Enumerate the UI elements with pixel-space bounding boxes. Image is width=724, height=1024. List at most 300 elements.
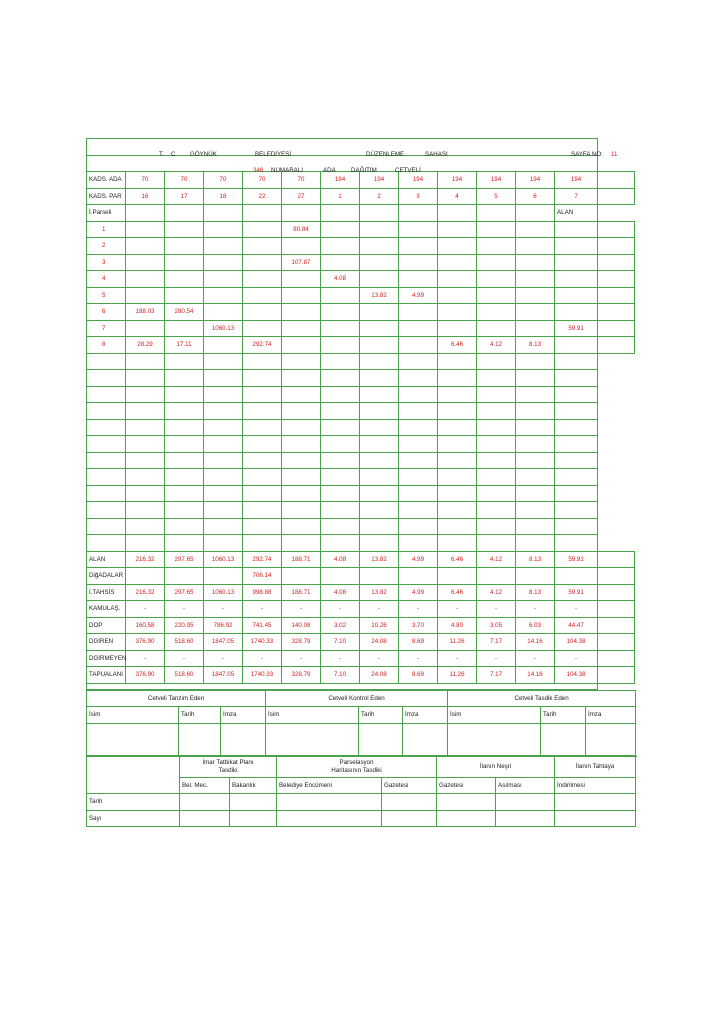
empty-cell: [516, 353, 555, 370]
empty-cell: [126, 419, 165, 436]
summary-value: 741.45: [243, 617, 282, 634]
summary-value: [204, 568, 243, 585]
parcel-area-value: [360, 320, 399, 337]
empty-cell: [204, 535, 243, 552]
empty-cell: [321, 502, 360, 519]
parcel-row: [87, 337, 635, 354]
approval-sub-removal: İndirilmesi: [555, 777, 636, 794]
summary-value: 4.12: [477, 551, 516, 568]
header-row-1: [87, 139, 635, 156]
approval-plan-title: İmar Tatbikat Planı: [202, 758, 254, 766]
signature-name-label: İsim: [266, 707, 359, 724]
empty-cell: [87, 370, 126, 387]
signature-cell: [221, 723, 266, 755]
header-block: ADA: [323, 167, 336, 175]
kads-par-value: 4: [438, 188, 477, 205]
summary-value: 376.90: [126, 667, 165, 684]
summary-value: [555, 568, 598, 585]
parcel-area-value: 59.91: [555, 320, 598, 337]
empty-cell: [598, 320, 635, 337]
parcel-number: 8: [87, 337, 126, 354]
empty-cell: [598, 238, 635, 255]
summary-value: -: [360, 601, 399, 618]
kads-par-value: 22: [243, 188, 282, 205]
approval-cell: [277, 810, 382, 827]
blank-row: [87, 485, 635, 502]
summary-value: 188.71: [282, 584, 321, 601]
parcel-area-value: 188.03: [126, 304, 165, 321]
signature-cell: [359, 723, 403, 755]
empty-cell: [555, 469, 598, 486]
summary-value: -: [399, 601, 438, 618]
empty-cell: [321, 452, 360, 469]
parcel-number: 2: [87, 238, 126, 255]
empty-cell: [321, 370, 360, 387]
header-tc-t: T.: [159, 150, 164, 158]
empty-cell: [477, 403, 516, 420]
empty-cell: [126, 386, 165, 403]
parcel-area-value: [126, 287, 165, 304]
empty-cell: [282, 485, 321, 502]
empty-cell: [555, 502, 598, 519]
empty-cell: [438, 353, 477, 370]
empty-cell: [321, 535, 360, 552]
summary-value: 6.03: [516, 617, 555, 634]
blank-row: [87, 353, 635, 370]
approval-sub-posting: Asılması: [496, 777, 555, 794]
parcel-area-value: [321, 238, 360, 255]
summary-value: 104.38: [555, 634, 598, 651]
summary-value: 706.14: [243, 568, 282, 585]
summary-value: [126, 568, 165, 585]
parcel-area-value: 4.08: [321, 271, 360, 288]
approval-parcellation-subtitle: Haritasının Tasdiki: [331, 766, 382, 774]
parcel-area-value: [243, 254, 282, 271]
summary-value: -: [555, 601, 598, 618]
empty-cell: [598, 650, 635, 667]
parcel-area-value: [555, 221, 598, 238]
blank-row: [87, 370, 635, 387]
signature-cell: [541, 723, 586, 755]
kads-par-value: 3: [399, 188, 438, 205]
empty-cell: [126, 436, 165, 453]
summary-value: 328.79: [282, 667, 321, 684]
empty-cell: [204, 436, 243, 453]
summary-value: -: [477, 650, 516, 667]
signature-sign-label: İmza: [221, 707, 266, 724]
header-town: GÖYNÜK: [190, 150, 217, 158]
blank-row: [87, 469, 635, 486]
empty-cell: [598, 172, 635, 189]
summary-value: 998.88: [243, 584, 282, 601]
parcel-number: 5: [87, 287, 126, 304]
empty-cell: [126, 535, 165, 552]
summary-value: 220.95: [165, 617, 204, 634]
approval-blank-cell: [87, 756, 180, 794]
empty-cell: [438, 535, 477, 552]
empty-cell: [321, 353, 360, 370]
parcel-area-value: [516, 304, 555, 321]
empty-cell: [243, 485, 282, 502]
empty-cell: [555, 353, 598, 370]
empty-cell: [282, 205, 321, 222]
summary-value: 4.80: [438, 617, 477, 634]
empty-cell: [360, 419, 399, 436]
summary-value: 3.05: [477, 617, 516, 634]
summary-value: 297.65: [165, 551, 204, 568]
empty-cell: [204, 502, 243, 519]
empty-cell: [126, 485, 165, 502]
kads-ada-value: 194: [516, 172, 555, 189]
empty-cell: [321, 205, 360, 222]
approval-parcellation-title: Parselasyon: [339, 758, 374, 766]
empty-cell: [165, 469, 204, 486]
parcel-area-value: [399, 304, 438, 321]
empty-cell: [399, 386, 438, 403]
summary-row: [87, 551, 635, 568]
parcel-area-value: [204, 254, 243, 271]
parcel-row: [87, 320, 635, 337]
parcel-area-value: [477, 287, 516, 304]
kads-par-value: 18: [204, 188, 243, 205]
empty-cell: [516, 386, 555, 403]
parcel-area-value: 1060.13: [204, 320, 243, 337]
empty-cell: [243, 436, 282, 453]
parcel-area-value: [321, 287, 360, 304]
approval-sub-council: Bel. Mec.: [180, 777, 230, 794]
header-area: SAHASI: [425, 150, 448, 158]
empty-cell: [399, 485, 438, 502]
empty-cell: [243, 403, 282, 420]
parcel-area-value: 280.54: [165, 304, 204, 321]
signature-group-approved: Cetveli Tasdik Eden: [448, 690, 636, 707]
summary-value: 297.65: [165, 584, 204, 601]
parcel-area-value: 292.74: [243, 337, 282, 354]
summary-value: 44.47: [555, 617, 598, 634]
summary-value: 11.26: [438, 667, 477, 684]
summary-value: -: [555, 650, 598, 667]
parcel-area-value: [516, 271, 555, 288]
empty-cell: [477, 502, 516, 519]
empty-cell: [282, 386, 321, 403]
empty-cell: [598, 551, 635, 568]
empty-cell: [165, 485, 204, 502]
empty-cell: [598, 304, 635, 321]
empty-cell: [243, 535, 282, 552]
parcel-area-value: [399, 254, 438, 271]
parcel-area-value: [321, 337, 360, 354]
header-regulation: DÜZENLEME: [366, 150, 405, 158]
parcel-area-value: [243, 304, 282, 321]
empty-cell: [243, 370, 282, 387]
kads-ada-value: 194: [477, 172, 516, 189]
empty-cell: [438, 518, 477, 535]
summary-label: KAMULAŞ.: [87, 601, 126, 618]
summary-value: 10.26: [360, 617, 399, 634]
summary-value: -: [516, 601, 555, 618]
summary-value: -: [321, 650, 360, 667]
summary-value: [321, 568, 360, 585]
empty-cell: [243, 452, 282, 469]
empty-cell: [555, 419, 598, 436]
empty-cell: [399, 535, 438, 552]
parcel-number: 1: [87, 221, 126, 238]
summary-value: 1060.13: [204, 551, 243, 568]
parcel-area-value: [399, 320, 438, 337]
summary-row: [87, 584, 635, 601]
summary-value: 11.26: [438, 634, 477, 651]
summary-value: 518.60: [165, 634, 204, 651]
empty-cell: [126, 205, 165, 222]
empty-cell: [165, 386, 204, 403]
summary-value: 1847.05: [204, 634, 243, 651]
signature-cell: [403, 723, 448, 755]
signature-cell: [586, 723, 636, 755]
parcel-area-value: [204, 337, 243, 354]
header-municipality: BELEDİYESİ: [255, 150, 292, 158]
empty-cell: [204, 485, 243, 502]
empty-cell: [87, 485, 126, 502]
empty-cell: [399, 205, 438, 222]
parcel-area-value: [360, 238, 399, 255]
approval-sub-committee: Belediye Encümeni: [277, 777, 382, 794]
parcel-area-value: [282, 287, 321, 304]
summary-value: -: [243, 601, 282, 618]
empty-cell: [360, 485, 399, 502]
parcel-area-value: [438, 287, 477, 304]
approval-sub-gazette-1: Gazetesi: [382, 777, 437, 794]
header-row-2: [87, 155, 635, 172]
page-number-label: SAYFA NO:: [571, 150, 603, 158]
empty-cell: [360, 452, 399, 469]
kads-ada-value: 70: [243, 172, 282, 189]
summary-value: -: [282, 650, 321, 667]
empty-cell: [438, 502, 477, 519]
parcel-area-value: [399, 221, 438, 238]
empty-cell: [204, 386, 243, 403]
empty-cell: [477, 535, 516, 552]
summary-value: 24.08: [360, 667, 399, 684]
summary-value: -: [165, 650, 204, 667]
empty-cell: [438, 485, 477, 502]
parcel-area-value: [321, 254, 360, 271]
parcel-area-value: [321, 304, 360, 321]
empty-cell: [360, 370, 399, 387]
empty-cell: [399, 419, 438, 436]
signature-table: [86, 690, 636, 756]
summary-value: -: [243, 650, 282, 667]
empty-cell: [126, 502, 165, 519]
approval-plan-header: [180, 756, 277, 777]
empty-cell: [243, 469, 282, 486]
parcel-area-value: [438, 320, 477, 337]
summary-row: [87, 667, 635, 684]
approval-cell: [230, 794, 277, 811]
empty-cell: [282, 518, 321, 535]
empty-cell: [204, 353, 243, 370]
parcel-area-value: [477, 271, 516, 288]
empty-cell: [438, 419, 477, 436]
blank-row: [87, 436, 635, 453]
parcel-area-value: [555, 254, 598, 271]
empty-cell: [598, 584, 635, 601]
kads-par-value: 27: [282, 188, 321, 205]
empty-cell: [243, 502, 282, 519]
kads-par-value: 6: [516, 188, 555, 205]
empty-cell: [477, 386, 516, 403]
summary-label: DOP: [87, 617, 126, 634]
parcel-area-value: [516, 238, 555, 255]
summary-value: 13.82: [360, 584, 399, 601]
distribution-sheet: [86, 138, 635, 827]
kads-ada-value: 70: [204, 172, 243, 189]
parcel-area-value: [204, 271, 243, 288]
approval-cell: [496, 810, 555, 827]
empty-cell: [87, 518, 126, 535]
empty-cell: [399, 353, 438, 370]
approval-cell: [277, 794, 382, 811]
summary-value: 1740.33: [243, 667, 282, 684]
approval-cell: [382, 810, 437, 827]
summary-label: İ.TAHSİS: [87, 584, 126, 601]
summary-value: -: [204, 650, 243, 667]
parcel-area-value: 28.29: [126, 337, 165, 354]
kads-ada-value: 70: [165, 172, 204, 189]
empty-cell: [243, 419, 282, 436]
blank-row: [87, 502, 635, 519]
empty-cell: [282, 502, 321, 519]
empty-cell: [399, 403, 438, 420]
empty-cell: [321, 485, 360, 502]
kads-par-value: 5: [477, 188, 516, 205]
summary-value: 518.60: [165, 667, 204, 684]
summary-value: [477, 568, 516, 585]
signature-date-label: Tarih: [359, 707, 403, 724]
parcel-area-value: [243, 287, 282, 304]
parcel-area-value: [516, 287, 555, 304]
parcel-area-value: [360, 304, 399, 321]
empty-cell: [87, 386, 126, 403]
parcel-area-value: [399, 337, 438, 354]
parcel-area-value: [438, 271, 477, 288]
empty-cell: [360, 436, 399, 453]
empty-cell: [516, 403, 555, 420]
approval-sub-ministry: Bakanlık: [230, 777, 277, 794]
approval-table: [86, 756, 636, 828]
parcel-area-value: [555, 287, 598, 304]
summary-value: -: [438, 650, 477, 667]
parsel-header-row: [87, 205, 635, 222]
summary-value: -: [204, 601, 243, 618]
parcel-area-value: [126, 271, 165, 288]
parcel-area-value: [360, 254, 399, 271]
parcel-area-value: [243, 238, 282, 255]
summary-value: -: [477, 601, 516, 618]
summary-value: 14.16: [516, 634, 555, 651]
parcel-area-value: 80.84: [282, 221, 321, 238]
parcel-area-value: [204, 238, 243, 255]
empty-cell: [126, 403, 165, 420]
approval-cell: [180, 794, 230, 811]
empty-cell: [399, 469, 438, 486]
summary-value: 188.71: [282, 551, 321, 568]
parcel-number: 4: [87, 271, 126, 288]
parcel-area-value: 4.99: [399, 287, 438, 304]
kads-ada-value: 194: [399, 172, 438, 189]
parcel-area-value: [555, 304, 598, 321]
summary-value: -: [126, 650, 165, 667]
approval-cell: [555, 810, 636, 827]
empty-cell: [126, 452, 165, 469]
parsel-label: İ.Parseli: [87, 205, 126, 222]
empty-cell: [282, 436, 321, 453]
empty-cell: [399, 452, 438, 469]
parcel-area-value: [165, 271, 204, 288]
empty-cell: [204, 518, 243, 535]
empty-cell: [516, 469, 555, 486]
approval-cell: [230, 810, 277, 827]
parcel-area-value: [282, 337, 321, 354]
parcel-area-value: [555, 238, 598, 255]
empty-cell: [360, 535, 399, 552]
kads-ada-value: 70: [282, 172, 321, 189]
approval-board-header: İlanın Tahtaya: [555, 756, 636, 777]
summary-value: 216.32: [126, 551, 165, 568]
empty-cell: [243, 205, 282, 222]
empty-cell: [321, 386, 360, 403]
summary-label: DiğADALAR: [87, 568, 126, 585]
empty-cell: [438, 452, 477, 469]
header-tc-c: C: [171, 150, 176, 158]
empty-cell: [438, 403, 477, 420]
parcel-area-value: 107.87: [282, 254, 321, 271]
empty-cell: [282, 469, 321, 486]
parcel-area-value: [438, 304, 477, 321]
empty-cell: [598, 667, 635, 684]
signature-sign-label: İmza: [403, 707, 448, 724]
page-number: 11: [611, 150, 618, 158]
empty-cell: [438, 205, 477, 222]
parcel-area-value: [321, 320, 360, 337]
block-number: 346: [253, 167, 264, 175]
summary-value: 140.08: [282, 617, 321, 634]
empty-cell: [516, 370, 555, 387]
approval-cell: [382, 794, 437, 811]
kads-ada-label: KADS. ADA: [87, 172, 126, 189]
kads-par-value: 2: [360, 188, 399, 205]
summary-value: [165, 568, 204, 585]
parcel-area-value: [204, 304, 243, 321]
parcel-area-value: [282, 238, 321, 255]
header-schedule: CETVELİ: [395, 167, 421, 175]
parcel-area-value: [321, 221, 360, 238]
kads-par-value: 16: [126, 188, 165, 205]
empty-cell: [87, 403, 126, 420]
kads-ada-value: 194: [438, 172, 477, 189]
summary-value: 4.08: [321, 584, 360, 601]
parcel-area-value: [555, 337, 598, 354]
kads-ada-value: 194: [360, 172, 399, 189]
empty-cell: [282, 452, 321, 469]
empty-cell: [321, 436, 360, 453]
empty-cell: [516, 518, 555, 535]
kads-ada-value: 70: [126, 172, 165, 189]
summary-value: 8.69: [399, 634, 438, 651]
summary-value: 328.79: [282, 634, 321, 651]
parcel-area-value: [282, 271, 321, 288]
summary-row: [87, 601, 635, 618]
parcel-area-value: [360, 337, 399, 354]
